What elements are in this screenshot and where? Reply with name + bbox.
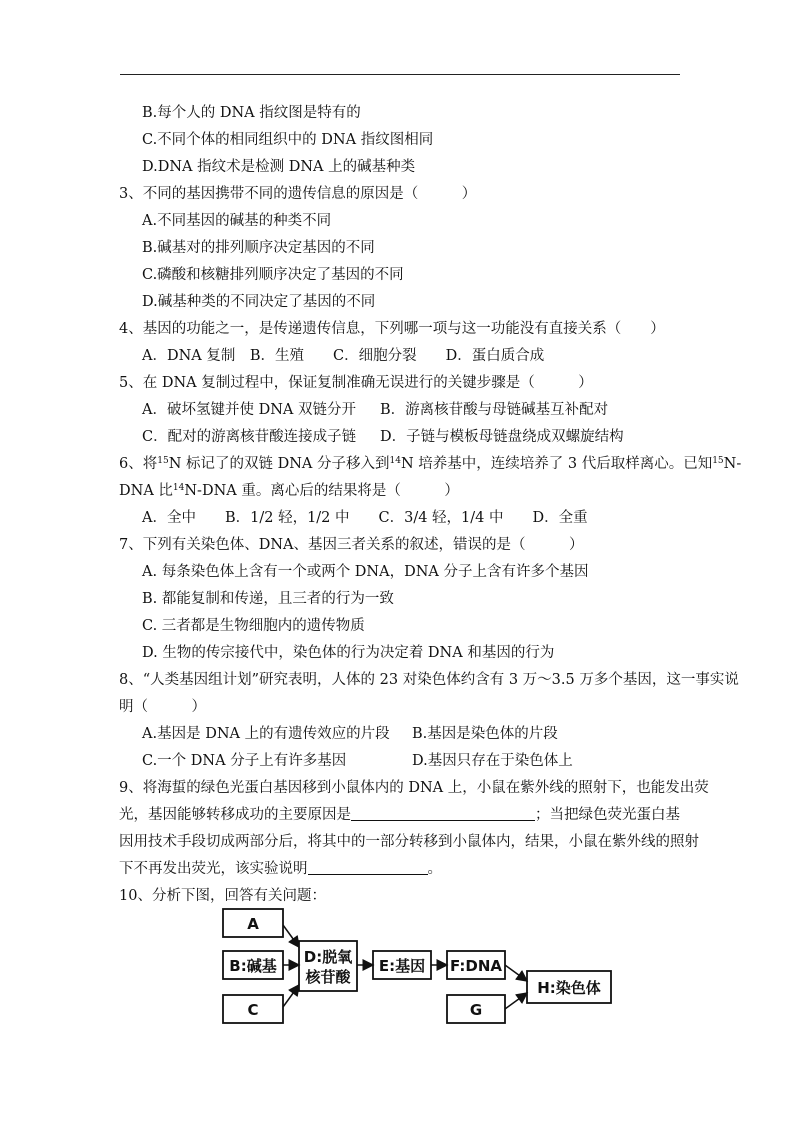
q8-option-d: D.基因只存在于染色体上 [412, 753, 573, 769]
q6-text: 6、将 [119, 456, 158, 472]
q6-superscript: 15 [712, 456, 724, 466]
box-d-label-line1: D:脱氧 [303, 948, 353, 966]
concept-flow-diagram [215, 903, 615, 1033]
q6-text: N 培养基中，连续培养了 3 代后取样离心。已知 [400, 456, 713, 472]
q6-stem-line1 [119, 455, 741, 473]
q3-stem: 3、不同的基因携带不同的遗传信息的原因是（ ） [119, 186, 477, 202]
arrow-g-h [505, 993, 527, 1009]
q5-stem: 5、在 DNA 复制过程中，保证复制准确无误进行的关键步骤是（ ） [119, 375, 593, 391]
q9-text: 下不再发出荧光，该实验说明 [119, 861, 308, 877]
box-g-label: G [469, 1001, 483, 1019]
q6-options: A．全中 B．1/2 轻，1/2 中 C．3/4 轻，1/4 中 D．全重 [142, 510, 588, 526]
q5-option-b: B．游离核苷酸与母链碱基互补配对 [380, 402, 609, 418]
q6-superscript: 14 [389, 456, 401, 466]
q7-stem: 7、下列有关染色体、DNA、基因三者关系的叙述，错误的是（ ） [119, 537, 584, 553]
q2-option-b: B.每个人的 DNA 指纹图是特有的 [142, 105, 361, 121]
q9-text: 光，基因能够转移成功的主要原因是 [119, 807, 351, 823]
answer-blank-1[interactable] [351, 806, 535, 821]
q8-option-b: B.基因是染色体的片段 [412, 726, 558, 742]
q3-option-a: A.不同基因的碱基的种类不同 [142, 213, 332, 229]
arrow-f-h [505, 965, 527, 981]
q6-stem-line2 [119, 482, 459, 500]
q4-options: A．DNA 复制 B．生殖 C．细胞分裂 D．蛋白质合成 [142, 348, 545, 364]
box-a-label: A [247, 915, 259, 933]
q9-line1: 9、将海蜇的绿色光蛋白基因移到小鼠体内的 DNA 上，小鼠在紫外线的照射下，也能发出荧 [119, 780, 709, 796]
q10-stem: 10、分析下图，回答有关问题： [119, 888, 326, 904]
q9-line3: 因用技术手段切成两部分后，将其中的一部分转移到小鼠体内，结果，小鼠在紫外线的照射 [119, 834, 699, 850]
q8-option-a: A.基因是 DNA 上的有遗传效应的片段 [142, 726, 390, 742]
box-h-label: H:染色体 [537, 979, 601, 997]
q5-option-c: C．配对的游离核苷酸连接成子链 [142, 429, 357, 445]
arrow-a-d [283, 925, 299, 947]
q6-text: N 标记了的双链 DNA 分子移入到 [168, 456, 390, 472]
q2-option-d: D.DNA 指纹术是检测 DNA 上的碱基种类 [142, 159, 416, 175]
q9-text: 。 [427, 861, 442, 877]
q7-option-a: A. 每条染色体上含有一个或两个 DNA，DNA 分子上含有许多个基因 [142, 564, 589, 580]
box-b-label: B:碱基 [229, 957, 277, 975]
q9-text: ；当把绿色荧光蛋白基 [535, 807, 680, 823]
q4-stem: 4、基因的功能之一，是传递遗传信息，下列哪一项与这一功能没有直接关系（ ） [119, 321, 665, 337]
q8-option-c: C.一个 DNA 分子上有许多基因 [142, 753, 347, 769]
q3-option-d: D.碱基种类的不同决定了基因的不同 [142, 294, 376, 310]
q2-option-c: C.不同个体的相同组织中的 DNA 指纹图相同 [142, 132, 434, 148]
q7-option-b: B. 都能复制和传递，且三者的行为一致 [142, 591, 394, 607]
q5-option-a: A．破坏氢键并使 DNA 双链分开 [142, 402, 356, 418]
q6-text: N- [723, 456, 742, 472]
box-c-label: C [247, 1001, 259, 1019]
box-d-label-line2: 核苷酸 [305, 968, 351, 986]
q6-superscript: 15 [157, 456, 169, 466]
q6-superscript: 14 [172, 483, 185, 493]
q6-text: DNA 比 [119, 483, 173, 499]
q3-option-c: C.磷酸和核糖排列顺序决定了基因的不同 [142, 267, 404, 283]
arrow-c-d [283, 985, 299, 1007]
q7-option-d: D. 生物的传宗接代中，染色体的行为决定着 DNA 和基因的行为 [142, 645, 555, 661]
q5-option-d: D．子链与模板母链盘绕成双螺旋结构 [380, 429, 624, 445]
header-rule [120, 74, 680, 75]
q7-option-c: C. 三者都是生物细胞内的遗传物质 [142, 618, 365, 634]
box-f-label: F:DNA [449, 957, 503, 975]
q8-stem-cont: 明（ ） [119, 699, 206, 715]
q3-option-b: B.碱基对的排列顺序决定基因的不同 [142, 240, 375, 256]
q8-stem: 8、“人类基因组计划”研究表明，人体的 23 对染色体约含有 3 万～3.5 万多个基因，这一事实说 [119, 672, 739, 688]
box-e-label: E:基因 [378, 957, 426, 975]
q6-text: N-DNA 重。离心后的结果将是（ ） [184, 483, 459, 499]
answer-blank-2[interactable] [308, 860, 428, 875]
q9-line2 [119, 806, 680, 824]
q9-line4 [119, 860, 442, 878]
